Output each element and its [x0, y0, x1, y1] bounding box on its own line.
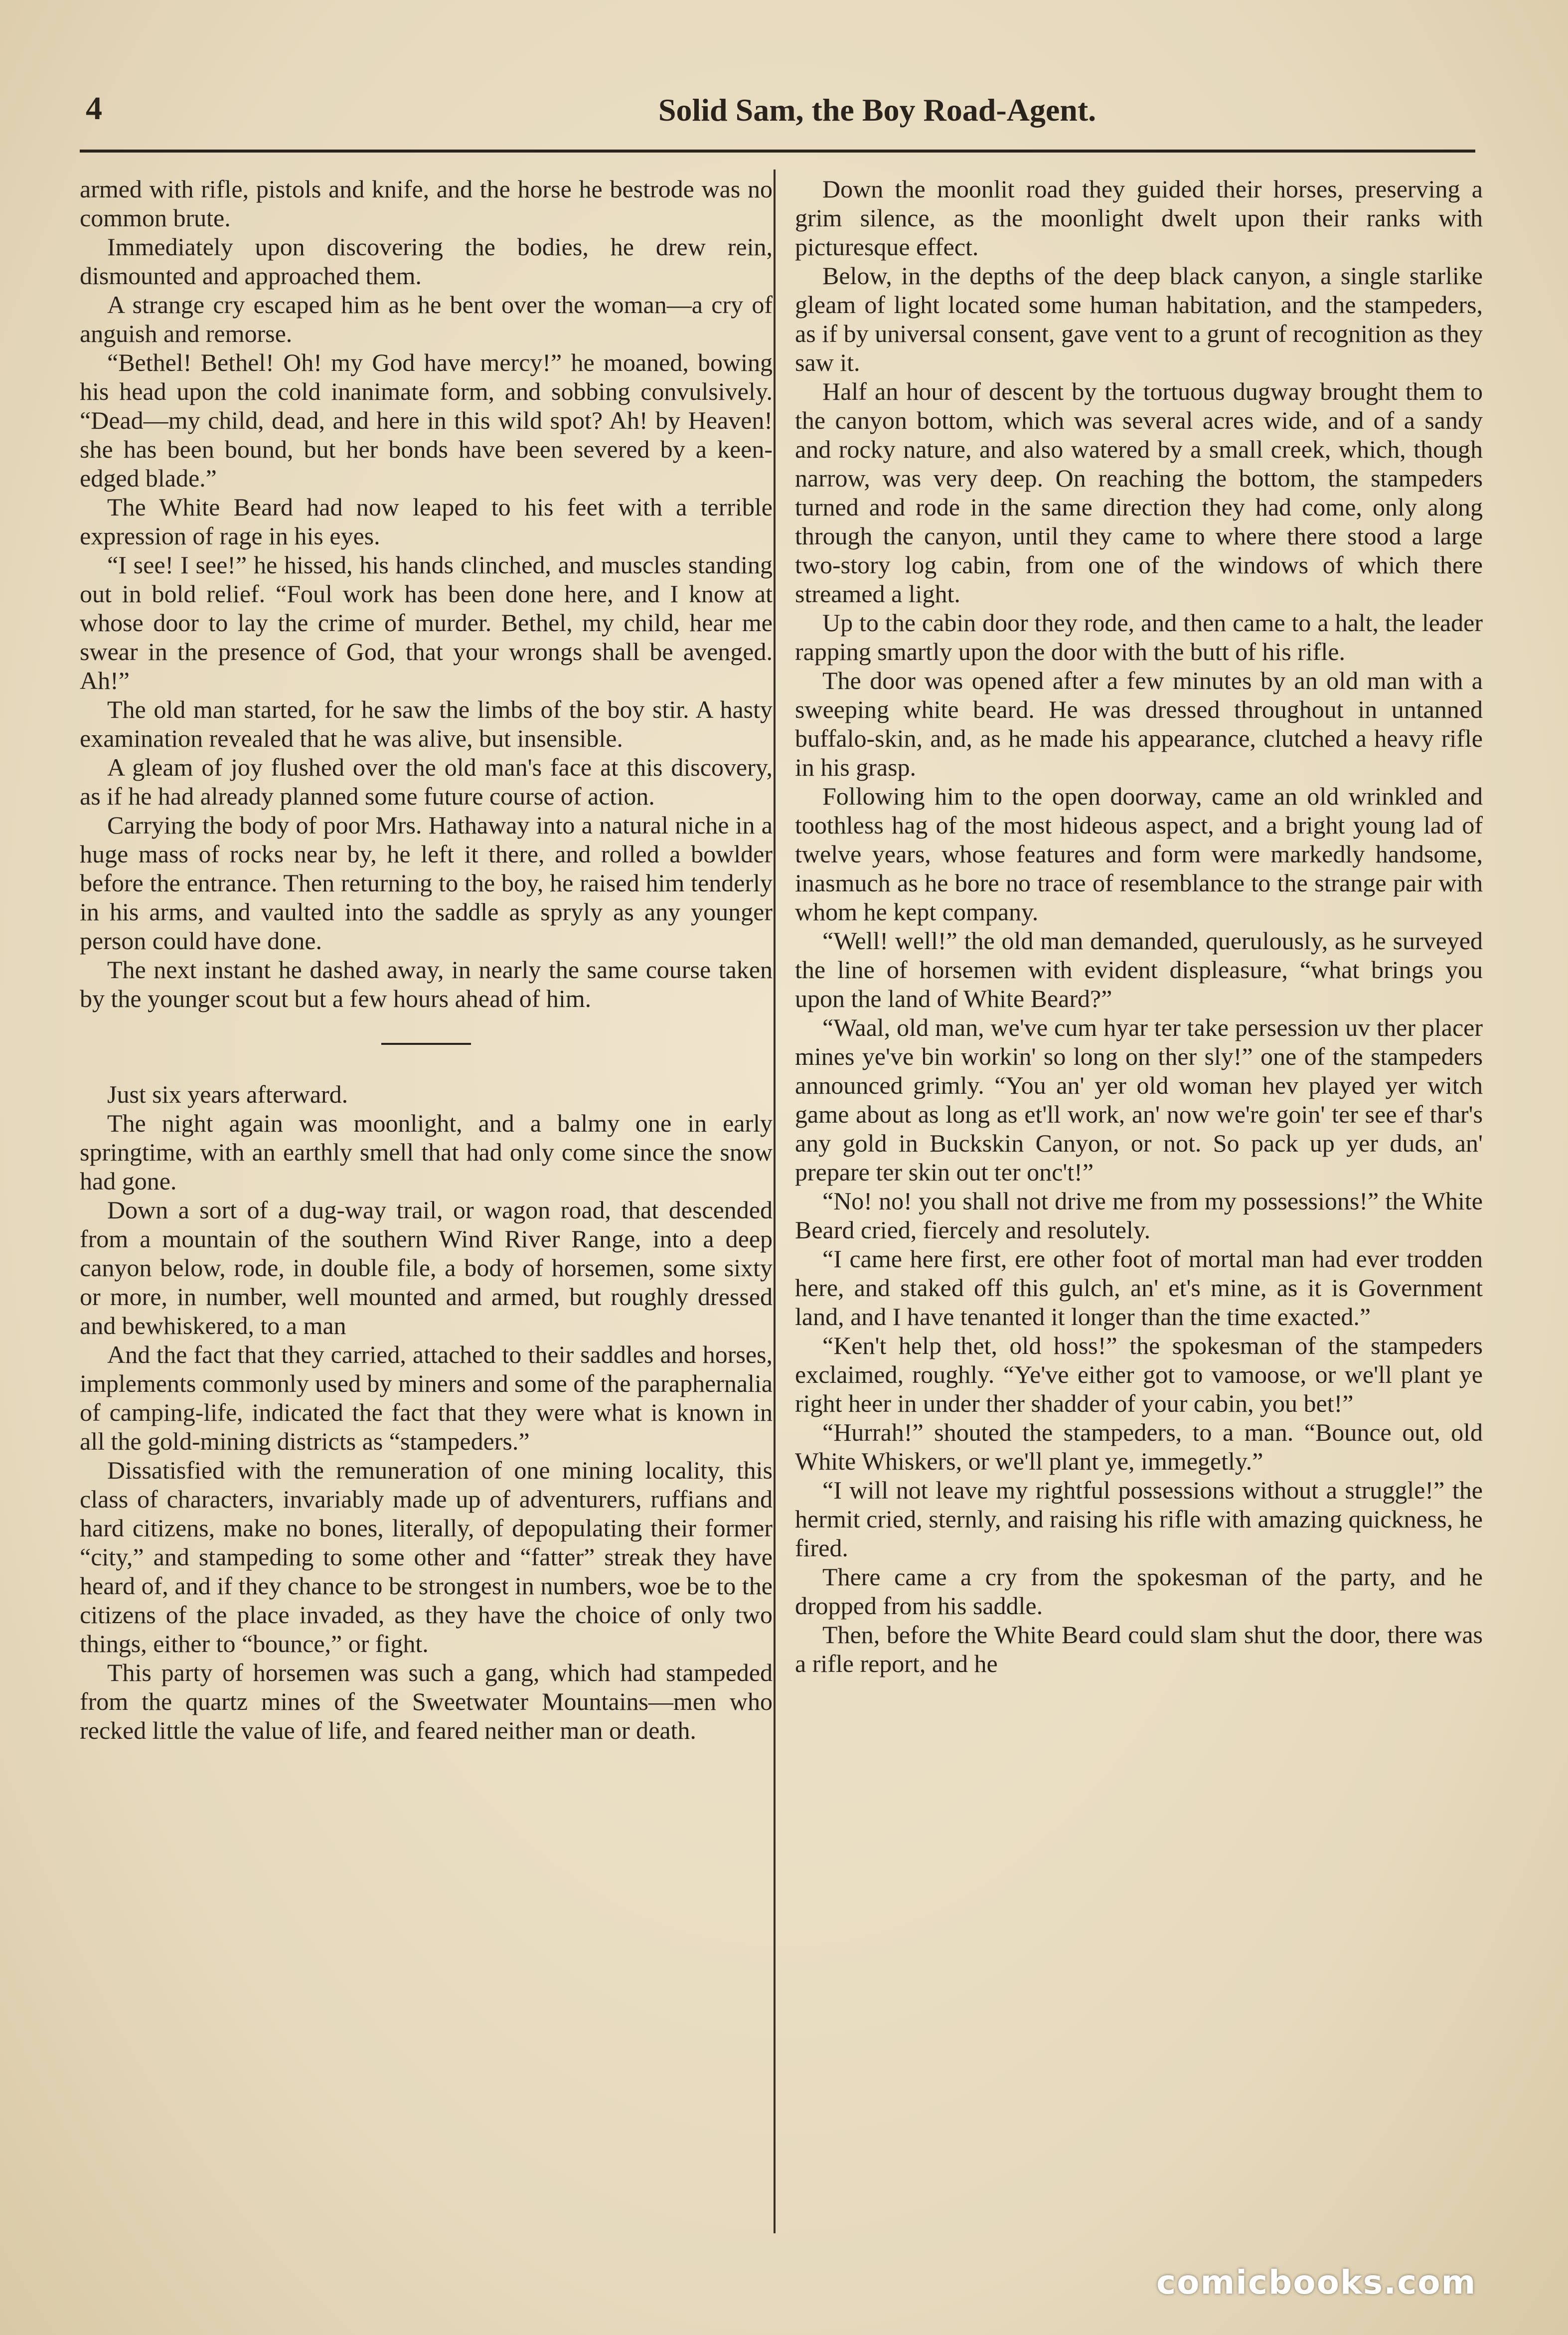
paragraph: “Ken't help thet, old hoss!” the spokesman of the stampeders exclaimed, roughly. “Ye've either got to vamoose, or we'll plant ye right heer in under ther shadder of your cabin, you bet!”	[795, 1332, 1483, 1417]
paragraph: The door was opened after a few minutes by an old man with a sweeping white beard. He was dressed throughout in untanned buffalo-skin, and, as he made his appearance, clutched a heavy rifle in his grasp.	[795, 667, 1483, 781]
running-title: Solid Sam, the Boy Road-Agent.	[658, 92, 1097, 128]
page-header	[80, 90, 1475, 135]
paragraph: And the fact that they carried, attached to their saddles and horses, implements commonly used by miners and some of the paraphernalia of camping-life, indicated the fact that they were what is known in all the gold-mining districts as “stampeders.”	[80, 1340, 773, 1455]
paragraph: There came a cry from the spokesman of the party, and he dropped from his saddle.	[795, 1563, 1483, 1620]
paragraph: Just six years afterward.	[107, 1080, 348, 1108]
paragraph: “Bethel! Bethel! Oh! my God have mercy!” he moaned, bowing his head upon the cold inanimate form, and sobbing convulsively. “Dead—my child, dead, and here in this wild spot? Ah! by Heaven! she has been bound, but her bonds have been severed by a keen-edged blade.”	[80, 348, 773, 492]
paragraph: “Hurrah!” shouted the stampeders, to a man. “Bounce out, old White Whiskers, or we'll plant ye, immegetly.”	[795, 1418, 1483, 1475]
paragraph: Carrying the body of poor Mrs. Hathaway into a natural niche in a huge mass of rocks near by, he left it there, and rolled a bowlder before the entrance. Then returning to the boy, he raised him tenderly in his arms, and vaulted into the saddle as spryly as any younger person could have done.	[80, 811, 773, 955]
paragraph: “No! no! you shall not drive me from my possessions!” the White Beard cried, fiercely and resolutely.	[795, 1187, 1483, 1244]
watermark: comicbooks.com	[1156, 2263, 1477, 2302]
paragraph: Half an hour of descent by the tortuous dugway brought them to the canyon bottom, which was several acres wide, and of a sandy and rocky nature, and also watered by a small creek, which, though narrow, was very deep. On reaching the bottom, the stampeders turned and rode in the same direction they had come, only along through the canyon, until they came to where there stood a large two-story log cabin, from one of the windows of which there streamed a light.	[795, 377, 1483, 608]
right-column	[795, 174, 1483, 1678]
paragraph: Down a sort of a dug-way trail, or wagon road, that descended from a mountain of the southern Wind River Range, into a deep canyon below, rode, in double file, a body of horsemen, some sixty or more, in number, well mounted and armed, but roughly dressed and bewhiskered, to a man	[80, 1196, 773, 1339]
left-column-section-1	[80, 174, 773, 1013]
left-column-section-2	[80, 1080, 773, 1745]
paragraph: Below, in the depths of the deep black canyon, a single starlike gleam of light located some human habitation, and the stampeders, as if by universal consent, gave vent to a grunt of recognition as they saw it.	[795, 262, 1483, 376]
paragraph: A strange cry escaped him as he bent over the woman—a cry of anguish and remorse.	[80, 291, 773, 347]
paragraph: A gleam of joy flushed over the old man's face at this discovery, as if he had already planned some future course of action.	[80, 753, 773, 810]
paragraph: Down the moonlit road they guided their horses, preserving a grim silence, as the moonlight dwelt upon their ranks with picturesque effect.	[795, 175, 1483, 261]
paragraph: “I came here first, ere other foot of mortal man had ever trodden here, and staked off this gulch, an' et's mine, as it is Government land, and I have tenanted it longer than the time exacted.”	[795, 1245, 1483, 1331]
paragraph: “I will not leave my rightful possessions without a struggle!” the hermit cried, sternly, and raising his rifle with amazing quickness, he fired.	[795, 1476, 1483, 1562]
paragraph: “I see! I see!” he hissed, his hands clinched, and muscles standing out in bold relief. “Foul work has been done here, and I know at whose door to lay the crime of murder. Bethel, my child, hear me swear in the presence of God, that your wrongs shall be avenged. Ah!”	[80, 551, 773, 694]
paragraph: armed with rifle, pistols and knife, and the horse he bestrode was no common brute.	[80, 175, 773, 232]
paragraph: Following him to the open doorway, came an old wrinkled and toothless hag of the most hideous aspect, and a bright young lad of twelve years, whose features and form were markedly handsome, inasmuch as he bore no trace of resemblance to the strange pair with whom he kept company.	[795, 782, 1483, 926]
section-break-rule	[381, 1043, 471, 1045]
paragraph: The old man started, for he saw the limbs of the boy stir. A hasty examination revealed that he was alive, but insensible.	[80, 695, 773, 752]
paragraph: Immediately upon discovering the bodies, he drew rein, dismounted and approached them.	[80, 233, 773, 290]
page-number: 4	[86, 90, 102, 127]
paragraph: Up to the cabin door they rode, and then came to a halt, the leader rapping smartly upon the door with the butt of his rifle.	[795, 609, 1483, 666]
header-rule	[80, 150, 1475, 153]
paragraph: The next instant he dashed away, in nearly the same course taken by the younger scout but a few hours ahead of him.	[80, 956, 773, 1012]
paragraph: The night again was moonlight, and a balmy one in early springtime, with an earthly smell that had only come since the snow had gone.	[80, 1109, 773, 1195]
paragraph: Dissatisfied with the remuneration of one mining locality, this class of characters, invariably made up of adventurers, ruffians and hard citizens, make no bones, literally, of depopulating their former “city,” and stampeding to some other and “fatter” streak they have heard of, and if they chance to be strongest in numbers, woe be to the citizens of the place invaded, as they have the choice of only two things, either to “bounce,” or fight.	[80, 1456, 773, 1658]
right-column-text	[795, 174, 1483, 1678]
left-column	[80, 174, 773, 1745]
paragraph: This party of horsemen was such a gang, which had stampeded from the quartz mines of the Sweetwater Mountains—men who recked little the value of life, and feared neither man or death.	[80, 1659, 773, 1744]
paragraph: The White Beard had now leaped to his feet with a terrible expression of rage in his eyes.	[80, 493, 773, 550]
paragraph: “Waal, old man, we've cum hyar ter take persession uv ther placer mines ye've bin workin' so long on ther sly!” one of the stampeders announced grimly. “You an' yer old woman hev played yer witch game about as long as et'll work, an' now we're goin' ter see ef thar's any gold in Buckskin Canyon, or not. So pack up yer duds, an' prepare ter skin out ter onc't!”	[795, 1013, 1483, 1186]
paragraph: Then, before the White Beard could slam shut the door, there was a rifle report, and he	[795, 1621, 1483, 1677]
paragraph: “Well! well!” the old man demanded, querulously, as he surveyed the line of horsemen with evident displeasure, “what brings you upon the land of White Beard?”	[795, 927, 1483, 1012]
column-divider	[774, 169, 776, 2233]
